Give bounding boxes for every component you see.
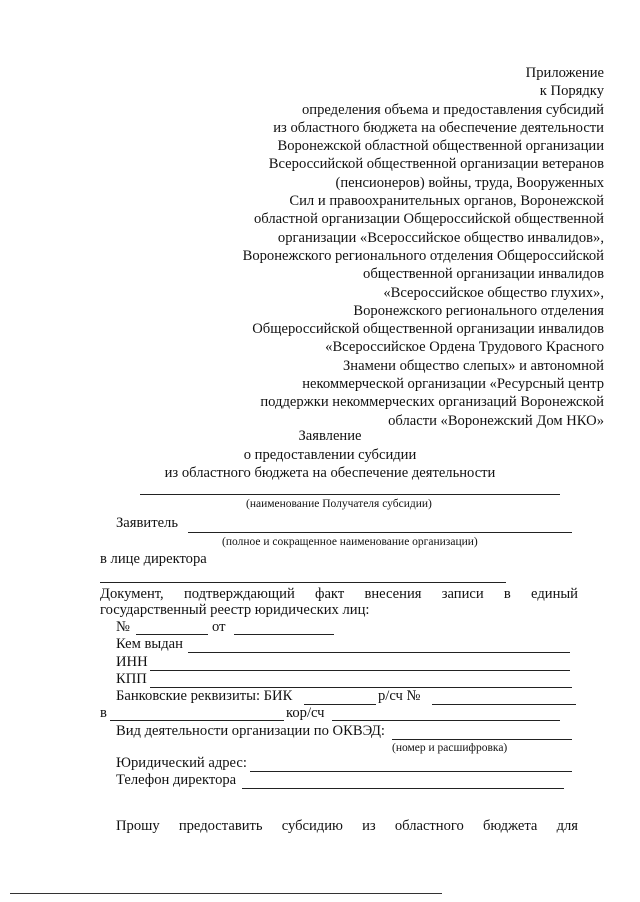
settlement-account-label: р/сч №	[378, 688, 421, 704]
appendix-line: Воронежской областной общественной организации	[277, 138, 604, 155]
registry-document-line-1: Документ, подтверждающий факт внесения записи в единый	[100, 586, 578, 602]
registry-document-line-2: государственный реестр юридических лиц:	[100, 602, 370, 618]
director-label: в лице директора	[100, 551, 207, 567]
director-phone-label: Телефон директора	[116, 772, 237, 788]
date-line[interactable]	[234, 634, 334, 635]
legal-address-label: Юридический адрес:	[116, 755, 247, 771]
legal-address-line[interactable]	[250, 771, 572, 772]
issued-by-line[interactable]	[188, 652, 570, 653]
appendix-line: области «Воронежский Дом НКО»	[388, 412, 604, 429]
appendix-line: из областного бюджета на обеспечение деятельности	[273, 119, 604, 136]
settlement-account-line[interactable]	[432, 704, 576, 705]
title-line-1: Заявление	[298, 428, 362, 444]
issued-by-label: Кем выдан	[116, 636, 183, 652]
inn-label: ИНН	[116, 654, 148, 670]
appendix-line: (пенсионеров) войны, труда, Вооруженных	[335, 174, 604, 191]
from-label: от	[212, 619, 226, 635]
appendix-line: Общероссийской общественной организации инвалидов	[252, 321, 604, 338]
title-line-2: о предоставлении субсидии	[243, 446, 417, 463]
corr-account-label: кор/сч	[286, 705, 325, 721]
inn-line[interactable]	[150, 670, 570, 671]
director-line[interactable]	[100, 582, 506, 583]
appendix-line: «Всероссийское Ордена Трудового Красного	[325, 339, 604, 356]
appendix-line: «Всероссийское общество глухих»,	[383, 284, 604, 301]
appendix-line: областной организации Общероссийской общественной	[254, 211, 604, 228]
appendix-line: общественной организации инвалидов	[363, 266, 604, 283]
appendix-line: определения объема и предоставления субсидий	[301, 101, 604, 118]
kpp-label: КПП	[116, 671, 147, 687]
document-title	[60, 427, 600, 483]
appendix-block	[184, 64, 604, 430]
director-phone-line[interactable]	[242, 788, 564, 789]
applicant-line[interactable]	[188, 532, 572, 533]
recipient-caption: (наименование Получателя субсидии)	[246, 498, 432, 510]
appendix-line: Сил и правоохранительных органов, Воронежской	[289, 193, 604, 210]
number-label: №	[116, 619, 130, 635]
appendix-line: организации «Всероссийское общество инвалидов»,	[277, 229, 604, 246]
appendix-line: некоммерческой организации «Ресурсный центр	[302, 376, 604, 393]
okved-caption: (номер и расшифровка)	[392, 742, 508, 754]
appendix-line: Знамени общество слепых» и автономной	[343, 357, 604, 374]
appendix-line: поддержки некоммерческих организаций Воронежской	[260, 394, 604, 411]
appendix-line: Воронежского регионального отделения Общероссийской	[242, 247, 604, 264]
okved-label: Вид деятельности организации по ОКВЭД:	[116, 723, 385, 739]
bank-details-label: Банковские реквизиты: БИК	[116, 688, 293, 704]
applicant-label: Заявитель	[116, 515, 178, 531]
number-line[interactable]	[136, 634, 208, 635]
footer-divider	[10, 893, 442, 894]
applicant-caption: (полное и сокращенное наименование организации)	[222, 536, 478, 548]
appendix-line: Всероссийской общественной организации ветеранов	[268, 156, 604, 173]
recipient-name-line[interactable]	[140, 494, 560, 495]
appendix-line: к Порядку	[539, 83, 604, 100]
title-line-3: из областного бюджета на обеспечение деятельности	[164, 465, 496, 481]
okved-line[interactable]	[392, 739, 572, 740]
appendix-line: Воронежского регионального отделения	[353, 302, 604, 319]
corr-account-line[interactable]	[332, 720, 560, 721]
bank-name-line[interactable]	[110, 720, 284, 721]
appendix-line: Приложение	[525, 65, 604, 81]
request-line: Прошу предоставить субсидию из областного бюджета для	[116, 818, 578, 834]
bank-in-label: в	[100, 705, 107, 721]
